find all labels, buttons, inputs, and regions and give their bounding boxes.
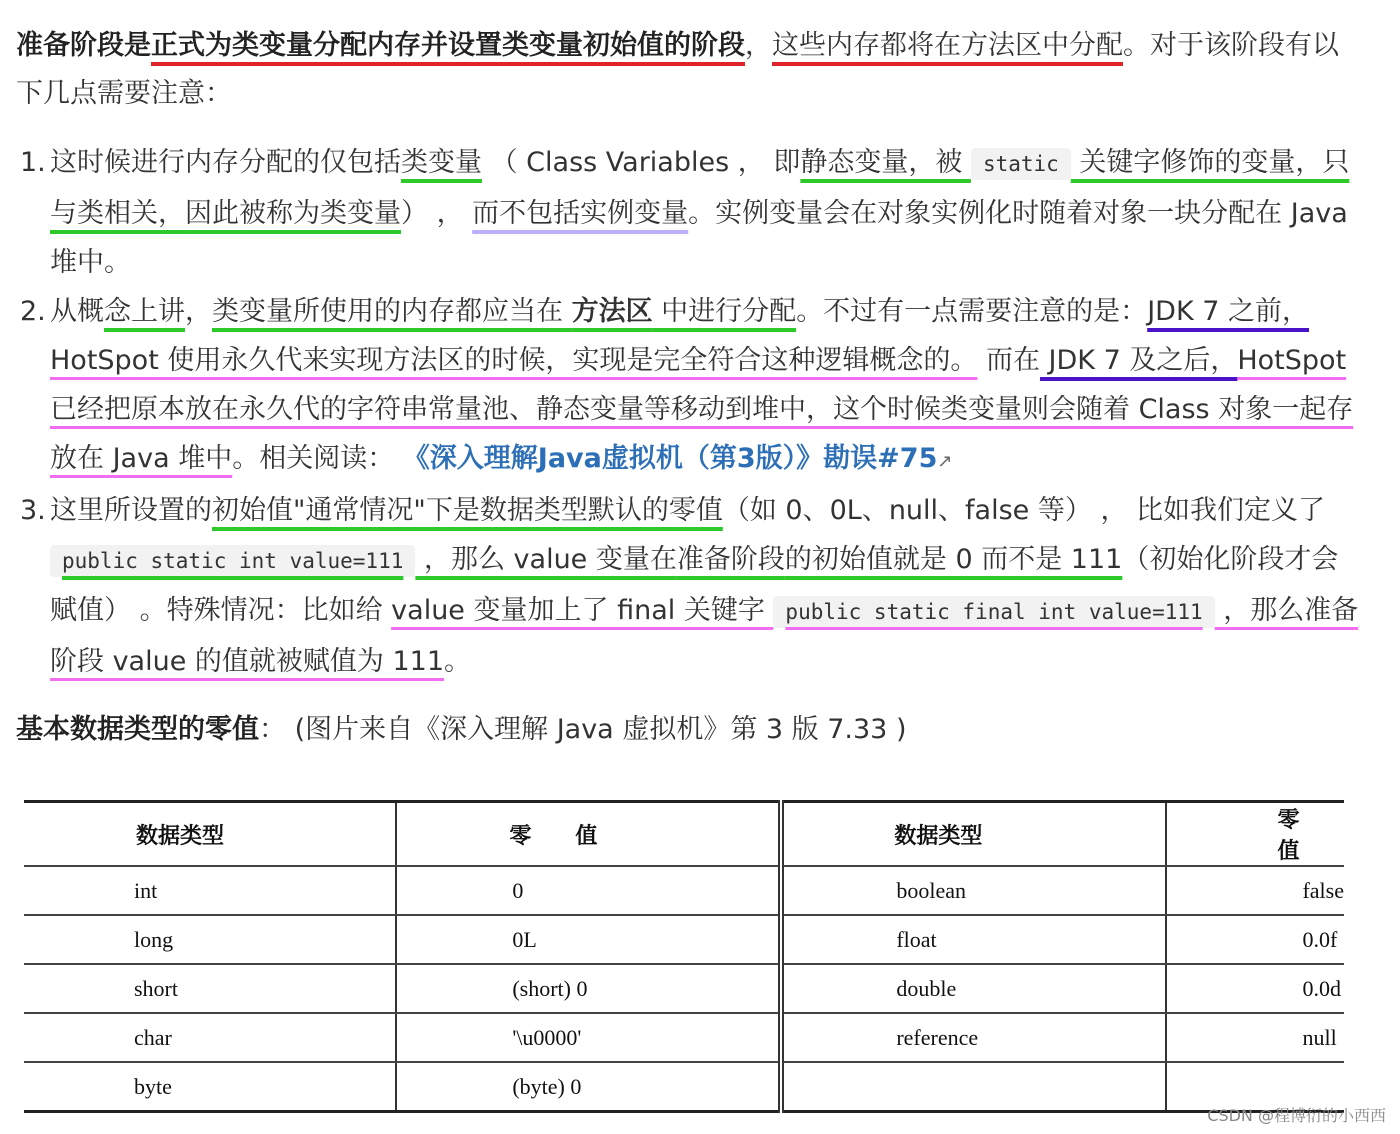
intro-highlight-memory: 正式为类变量分配内存并: [151, 30, 448, 61]
table-cell: boolean: [781, 866, 1166, 915]
intro-highlight-method-area: 这些内存都将在方法区中分配: [772, 30, 1123, 61]
text-segment: 从概: [50, 296, 104, 327]
text-segment: 。相关阅读：: [232, 443, 403, 474]
text-segment: （初始化阶段才会赋值） 。特殊情况：比如给: [50, 544, 1339, 626]
highlight-concept: 念上讲: [104, 296, 185, 327]
intro-comma: ，: [745, 30, 772, 61]
list-item: [16, 287, 1361, 486]
table-cell: char: [24, 1013, 396, 1062]
errata-link[interactable]: [403, 443, 953, 474]
table-cell: 0.0d: [1166, 964, 1344, 1013]
article-content: [16, 22, 1361, 754]
highlight-jdk7-before: JDK 7 之前，: [1147, 296, 1309, 327]
text-segment: （ Class Variables ， 即: [482, 147, 801, 178]
text-segment: 。实例变量会在对象实例化时随着对象一块分配在 Java 堆中。: [50, 198, 1348, 278]
text-segment: ，: [185, 296, 212, 327]
text-segment: 。: [444, 646, 472, 677]
highlight-zero-value: 初始值"通常情况"下是数据类型默认的零值: [212, 495, 723, 526]
text-segment: 。不过有一点需要注意的是：: [796, 296, 1148, 327]
table-header-row: [24, 802, 1344, 867]
list-number: 2.: [20, 296, 46, 327]
intro-paragraph: [16, 22, 1361, 118]
table-cell: short: [24, 964, 396, 1013]
intro-tail: 。对于该阶段有以下几点需要注意：: [16, 30, 1339, 109]
table-cell: 0: [396, 866, 781, 915]
text-segment: ） ，: [401, 198, 473, 229]
header-zero-2: 零 值: [1166, 802, 1344, 867]
table-row: [24, 1062, 1344, 1112]
highlight-static-variable: 静态变量，被: [800, 147, 971, 178]
zero-value-heading: [16, 706, 1361, 754]
zero-value-source: ： (图片来自《深入理解 Java 虚拟机》第 3 版 7.33 ): [259, 714, 907, 745]
table-row: [24, 866, 1344, 915]
table-cell: 0.0f: [1166, 915, 1344, 964]
table-cell: double: [781, 964, 1166, 1013]
table-cell: null: [1166, 1013, 1344, 1062]
list-number: 3.: [20, 495, 46, 526]
highlight-final-keyword: value 变量加上了 final 关键字: [391, 595, 774, 626]
header-type-1: 数据类型: [24, 802, 396, 867]
highlight-assigned-111: ，那么准备阶段 value 的值就被赋值为 111: [50, 595, 1359, 677]
table-row: [24, 915, 1344, 964]
external-link-icon: ↗: [937, 451, 953, 472]
highlight-jdk7-after: JDK 7 及之后，: [1039, 345, 1238, 376]
highlight-keyword-desc: 关键字修饰的变量，只与类相关，因此被称为类变量: [50, 147, 1350, 229]
table-cell: '\u0000': [396, 1013, 781, 1062]
table-cell: int: [24, 866, 396, 915]
table-cell: reference: [781, 1013, 1166, 1062]
code-public-static-int: public static int value=111: [50, 545, 415, 577]
code-static: static: [971, 148, 1071, 180]
csdn-watermark: CSDN @程博衍的小西西: [1207, 1106, 1386, 1125]
table-cell: (byte) 0: [396, 1062, 781, 1112]
code-public-static-final-int: public static final int value=111: [773, 596, 1214, 628]
highlight-initial-zero: 的初始值就是 0 而不是 111: [784, 544, 1123, 575]
highlight-class-variable: 类变量: [401, 147, 482, 178]
highlight-value-var: ，那么 value 变量在: [415, 544, 677, 575]
highlight-allocate: 中进行分配: [652, 296, 797, 327]
notes-list: [16, 138, 1361, 686]
text-segment: （如 0、0L、null、false 等） ， 比如我们定义了: [722, 495, 1326, 526]
table-cell: long: [24, 915, 396, 964]
table-cell: (short) 0: [396, 964, 781, 1013]
table-cell: float: [781, 915, 1166, 964]
intro-highlight-initial: 设置类变量初始值的阶段: [448, 30, 745, 61]
zero-value-title: 基本数据类型的零值: [16, 714, 259, 745]
zero-value-table: [24, 800, 1344, 1113]
table-cell: byte: [24, 1062, 396, 1112]
text-segment: 这里所设置的: [50, 495, 212, 526]
highlight-prepare-stage: 准备阶段: [676, 544, 785, 575]
table-cell: [781, 1062, 1166, 1112]
list-item: [16, 486, 1361, 686]
table-row: [24, 1013, 1344, 1062]
table-row: [24, 964, 1344, 1013]
header-zero-1: 零 值: [396, 802, 781, 867]
highlight-method-area: 方法区: [571, 296, 653, 327]
table-cell: 0L: [396, 915, 781, 964]
intro-lead: 准备阶段是: [16, 30, 151, 61]
text-segment: 这时候进行内存分配的仅包括: [50, 147, 401, 178]
header-type-2: 数据类型: [781, 802, 1166, 867]
errata-link-text[interactable]: 《深入理解Java虚拟机（第3版）》勘误#75: [402, 443, 938, 474]
list-number: 1.: [20, 147, 46, 178]
table-cell: false: [1166, 866, 1344, 915]
highlight-memory-should: 类变量所使用的内存都应当在: [212, 296, 572, 327]
highlight-no-instance: 而不包括实例变量: [472, 198, 689, 229]
zero-value-table-image: [24, 800, 1344, 1113]
list-item: [16, 138, 1361, 287]
text-segment: 而在: [977, 345, 1040, 376]
highlight-heap-move: HotSpot 已经把原本放在永久代的字符串常量池、静态变量等移动到堆中，这个时候类变量则会随着 Class 对象一起存放在 Java 堆中: [50, 345, 1354, 474]
highlight-permgen: HotSpot 使用永久代来实现方法区的时候，实现是完全符合这种逻辑概念的。: [50, 345, 978, 376]
